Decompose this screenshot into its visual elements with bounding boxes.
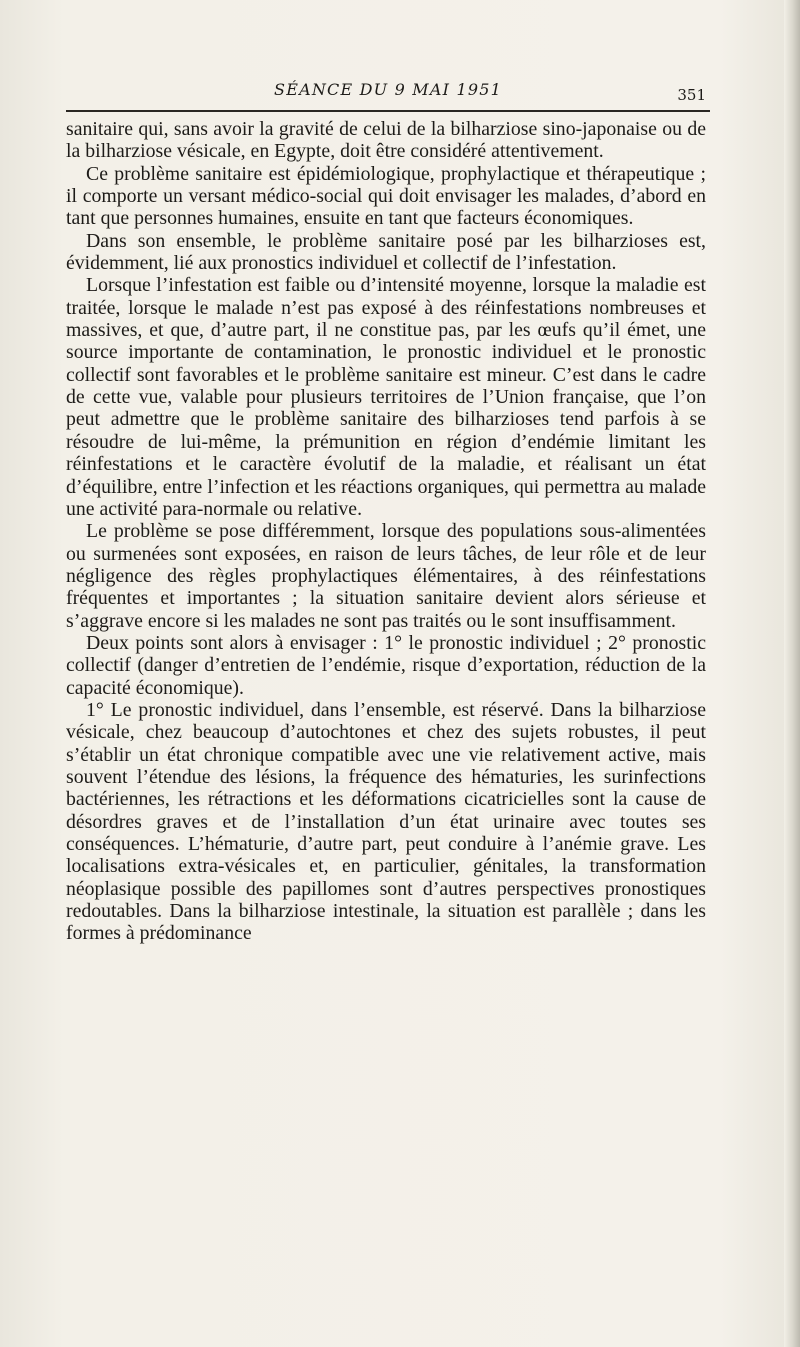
body-text: [66, 118, 706, 945]
paragraph: Le problème se pose différemment, lorsque des populations sous-alimentées ou surmenées sont exposées, en raison de leurs tâches, de leur rôle et de leur négligence des règles prophylactiques élémentaires, à des réinfestations fréquentes et importantes ; la situation sanitaire devient alors sérieuse et s’aggrave encore si les malades ne sont pas traités ou le sont insuffisamment.: [66, 520, 706, 632]
page-header: [66, 74, 710, 108]
header-rule: [66, 110, 710, 112]
paragraph: Lorsque l’infestation est faible ou d’intensité moyenne, lorsque la maladie est traitée, lorsque le malade n’est pas exposé à des réinfestations nombreuses et massives, et que, d’autre part, il ne constitue pas, par les œufs qu’il émet, une source importante de contamination, le pronostic individuel et le pronostic collectif sont favorables et le problème sanitaire est mineur. C’est dans le cadre de cette vue, valable pour plusieurs territoires de l’Union française, que l’on peut admettre que le problème sanitaire des bilharzioses tend parfois à se résoudre de lui-même, la prémunition en région d’endémie limitant les réinfestations et le caractère évolutif de la maladie, et réalisant un état d’équilibre, entre l’infection et les réactions organiques, qui permettra au malade une activité para-normale ou relative.: [66, 274, 706, 520]
paragraph: Deux points sont alors à envisager : 1° le pronostic individuel ; 2° pronostic collectif (danger d’entretien de l’endémie, risque d’exportation, réduction de la capacité économique).: [66, 631, 706, 699]
page-edge-shadow: [784, 0, 800, 1347]
paragraph: Dans son ensemble, le problème sanitaire posé par les bilharzioses est, évidemment, lié aux pronostics individuel et collectif de l’infestation.: [66, 229, 706, 275]
paragraph: Ce problème sanitaire est épidémiologique, prophylactique et thérapeutique ; il comporte un versant médico-social qui doit envisager les malades, d’abord en tant que personnes humaines, ensuite en tant que facteurs économiques.: [66, 162, 706, 230]
paragraph: sanitaire qui, sans avoir la gravité de celui de la bilharziose sino-japonaise ou de la bilharziose vésicale, en Egypte, doit être considéré attentivement.: [66, 118, 706, 163]
paragraph: 1° Le pronostic individuel, dans l’ensemble, est réservé. Dans la bilharziose vésicale, chez beaucoup d’autochtones et chez des sujets robustes, il peut s’établir un état chronique compatible avec une vie relativement active, mais souvent l’étendue des lésions, la fréquence des hématuries, les surinfections bactériennes, les rétractions et les déformations cicatricielles sont la cause de désordres graves et de l’installation d’un état urinaire avec toutes ses conséquences. L’hématurie, d’autre part, peut conduire à l’anémie grave. Les localisations extra-vésicales et, en particulier, génitales, la transformation néoplasique possible des papillomes sont d’autres perspectives pronostiques redoutables. Dans la bilharziose intestinale, la situation est parallèle ; dans les formes à prédominance: [66, 698, 706, 945]
page-number: 351: [677, 86, 706, 104]
running-title: SÉANCE DU 9 MAI 1951: [274, 80, 502, 99]
